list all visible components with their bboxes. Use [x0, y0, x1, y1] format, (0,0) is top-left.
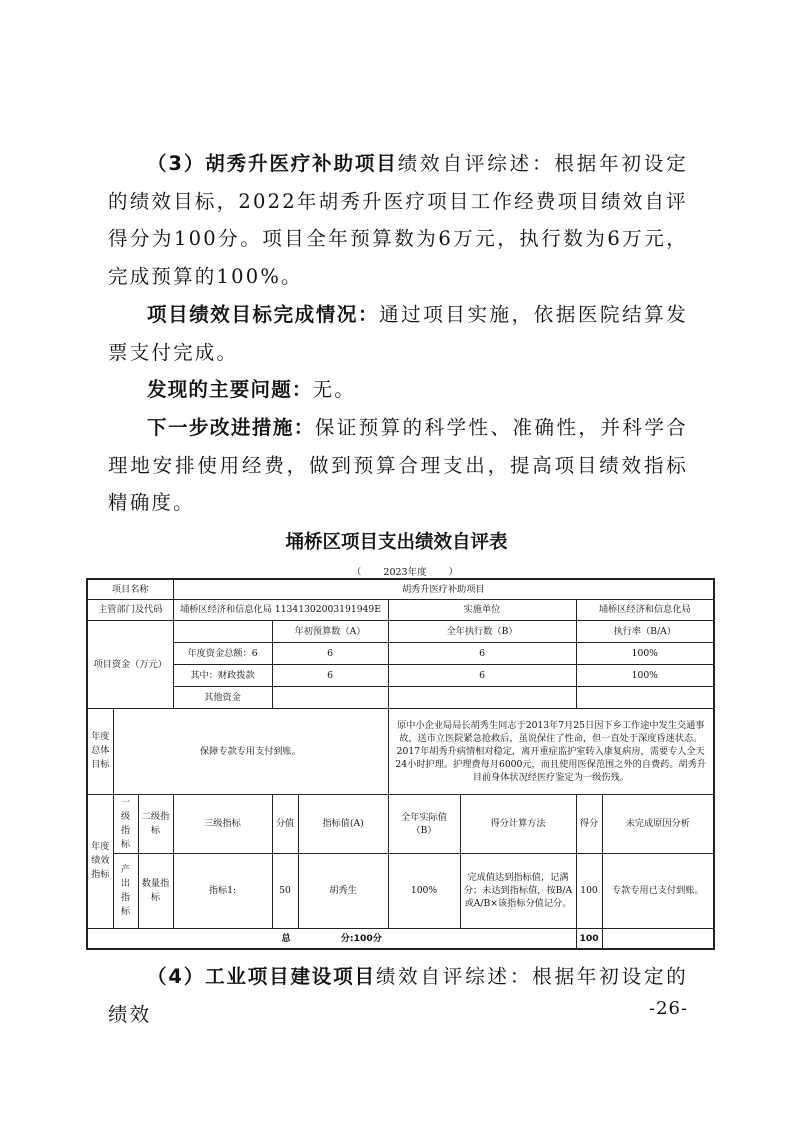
header-target: 指标值(A)	[298, 794, 388, 853]
header-weight: 分值	[272, 794, 298, 853]
section-heading: （3）胡秀升医疗补助项目	[147, 152, 398, 175]
header-method: 得分计算方法	[460, 794, 576, 853]
year-value: 2023年度	[383, 567, 427, 578]
table-row	[87, 708, 714, 794]
paragraph-main-problems	[108, 371, 688, 409]
paragraph-text: 保证预算的科学性、准确性，并科学合理地安排使用经费，做到预算合理支出，提高项目绩效指标精确度。	[108, 416, 688, 514]
project-name-value: 胡秀升医疗补助项目	[173, 579, 714, 599]
row-target: 胡秀生	[298, 853, 388, 928]
total-funds-label: 年度资金总额：6	[173, 642, 272, 664]
total-exec: 6	[388, 642, 576, 664]
dept-label: 主管部门及代码	[87, 599, 173, 620]
table-row	[87, 642, 714, 664]
header-score: 得分	[576, 794, 602, 853]
rate-header: 执行率（B/A）	[576, 620, 714, 642]
table-title: 埇桥区项目支出绩效自评表	[285, 532, 508, 553]
funds-label: 项目资金（万元）	[87, 620, 173, 708]
fiscal-budget: 6	[272, 664, 388, 686]
table-row	[87, 620, 714, 642]
empty-cell	[173, 620, 272, 642]
paragraph-label: 项目绩效目标完成情况：	[147, 303, 380, 326]
total-score-label	[87, 928, 576, 949]
indicator-section-label: 年度绩效指标	[87, 794, 113, 928]
table-year	[330, 564, 480, 578]
year-open-paren: （	[351, 567, 362, 578]
paragraph-text: 无。	[312, 378, 357, 401]
total-score-value: 100	[576, 928, 602, 949]
total-rate: 100%	[576, 642, 714, 664]
total-budget: 6	[272, 642, 388, 664]
year-close-paren: ）	[448, 567, 459, 578]
paragraph-goal-completion	[108, 296, 688, 371]
goal-expected: 保障专款专用支付到账。	[113, 708, 388, 794]
impl-value: 埇桥区经济和信息化局	[576, 599, 714, 620]
paragraph-text: 绩效自评综述：根据年初设定的绩效	[108, 965, 688, 1026]
total-score-text: 分:100分	[340, 932, 382, 944]
row-level2: 数量指标	[138, 853, 173, 928]
row-method: 完成值达到指标值，记满分；未达到指标值，按B/A或A/B×该指标分值记分。	[460, 853, 576, 928]
row-actual: 100%	[388, 853, 460, 928]
header-actual: 全年实际值（B）	[388, 794, 460, 853]
table-row	[87, 599, 714, 620]
paragraph-industrial-project-summary	[108, 958, 688, 1033]
paragraph-improvement-measures	[108, 409, 688, 522]
paragraph-label: 发现的主要问题：	[147, 378, 313, 401]
row-level3: 指标1:	[173, 853, 272, 928]
paragraph-text: 绩效自评综述：根据年初设定的绩效目标，2022年胡秀升医疗项目工作经费项目绩效自评得分为100分。项目全年预算数为6万元，执行数为6万元，完成预算的100%。	[108, 152, 688, 288]
fiscal-exec: 6	[388, 664, 576, 686]
paragraph-medical-subsidy-summary	[108, 145, 688, 295]
other-funds-label: 其他资金	[173, 686, 272, 708]
exec-header: 全年执行数（B）	[388, 620, 576, 642]
paragraph-text: 通过项目实施，依据医院结算发票支付完成。	[108, 303, 689, 364]
table-row	[87, 928, 714, 949]
empty-cell	[272, 686, 388, 708]
annual-goal-label: 年度总体目标	[87, 708, 113, 794]
header-level3: 三级指标	[173, 794, 272, 853]
project-name-label: 项目名称	[87, 579, 173, 599]
table-row	[87, 794, 714, 853]
empty-cell	[602, 928, 714, 949]
fiscal-rate: 100%	[576, 664, 714, 686]
fiscal-label: 其中：财政拨款	[173, 664, 272, 686]
goal-actual: 原中小企业局局长胡秀生同志于2013年7月25日因下乡工作途中发生交通事故，送市立医院紧急抢救后，虽说保住了性命，但一直处于深度昏迷状态。2017年胡秀升病情相对稳定，离开重症监护室转入康复病房，需要专人全天24小时护理。护理费每月6000元，而且使用医保范围之外的自费药。胡秀升目前身体状况经医疗鉴定为一级伤残。	[388, 708, 714, 794]
impl-label: 实施单位	[388, 599, 576, 620]
table-row	[87, 664, 714, 686]
row-reason: 专款专用已支付到账。	[602, 853, 714, 928]
budget-header: 年初预算数（A）	[272, 620, 388, 642]
header-level1: 一级指标	[113, 794, 138, 853]
dept-value: 埇桥区经济和信息化局 11341302003191949E	[173, 599, 388, 620]
paragraph-label: 下一步改进措施：	[147, 416, 315, 439]
row-weight: 50	[272, 853, 298, 928]
section-heading: （4）工业项目建设项目	[147, 965, 376, 988]
table-row	[87, 579, 714, 599]
header-level2: 二级指标	[138, 794, 173, 853]
row-score: 100	[576, 853, 602, 928]
page-number: -26-	[649, 998, 689, 1019]
performance-evaluation-table	[86, 578, 715, 950]
table-row	[87, 853, 714, 928]
table-row	[87, 686, 714, 708]
empty-cell	[388, 686, 576, 708]
row-level1: 产出指标	[113, 853, 138, 928]
total-label: 总	[281, 932, 291, 944]
header-reason: 未完成原因分析	[602, 794, 714, 853]
empty-cell	[576, 686, 714, 708]
